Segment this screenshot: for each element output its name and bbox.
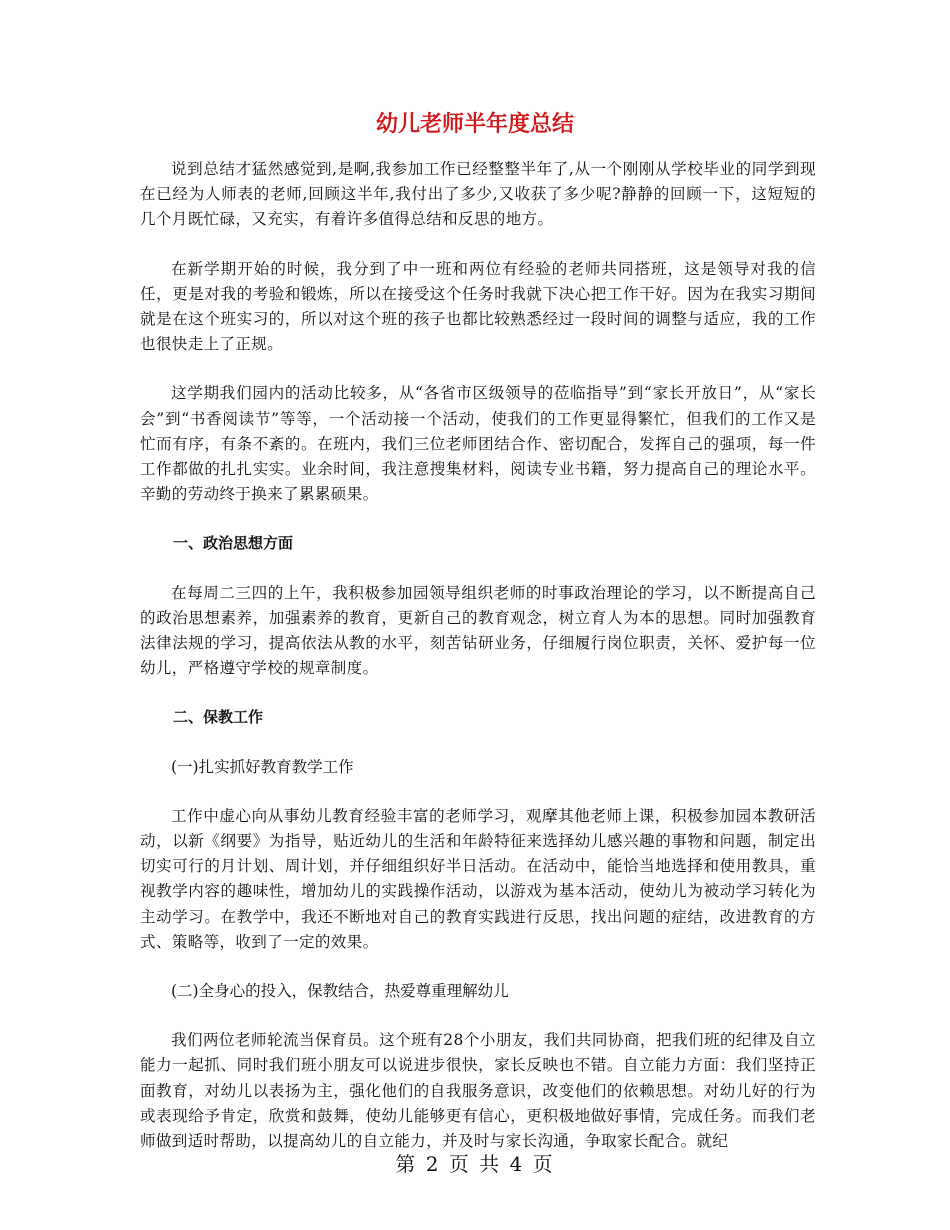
document-body: [140, 157, 816, 1154]
paragraph-gap: [140, 955, 816, 979]
section-heading-political: 一、政治思想方面: [173, 534, 294, 553]
paragraph-political: 在每周二三四的上午，我积极参加园领导组织老师的时事政治理论的学习，以不断提高自己的政治思想素养，加强素养的教育，更新自己的教育观念，树立育人为本的思想。同时加强教育法律法规的学习，提高依法从教的水平，刻苦钻研业务，仔细履行岗位职责，关怀、爱护每一位幼儿，严格遵守学校的规章制度。: [140, 583, 816, 678]
paragraph-activities: 这学期我们园内的活动比较多，从“各省市区级领导的莅临指导”到“家长开放日”，从“家长会”到“书香阅读节”等等，一个活动接一个活动，使我们的工作更显得繁忙，但我们的工作又是忙而有序，有条不紊的。在班内，我们三位老师团结合作、密切配合，发挥自己的强项，每一件工作都做的扎扎实实。业余时间，我注意搜集材料，阅读专业书籍，努力提高自己的理论水平。辛勤的劳动终于换来了累累硕果。: [140, 384, 816, 504]
paragraph-gap: [140, 507, 816, 531]
page-number-footer: 第 2 页 共 4 页: [395, 1152, 555, 1176]
paragraph-gap: [140, 731, 816, 755]
paragraph-teaching-work: 工作中虚心向从事幼儿教育经验丰富的老师学习，观摩其他老师上课，积极参加园本教研活动，以新《纲要》为指导，贴近幼儿的生活和年龄特征来选择幼儿感兴趣的事物和问题，制定出切实可行的月计划、周计划，并仔细组织好半日活动。在活动中，能恰当地选择和使用教具，重视教学内容的趣味性，增加幼儿的实践操作活动，以游戏为基本活动，使幼儿为被动学习转化为主动学习。在教学中，我还不断地对自己的教育实践进行反思，找出问题的症结，改进教育的方式、策略等，收到了一定的效果。: [140, 806, 816, 951]
paragraph-new-semester: 在新学期开始的时候，我分到了中一班和两位有经验的老师共同搭班，这是领导对我的信任，更是对我的考验和锻炼，所以在接受这个任务时我就下决心把工作干好。因为在我实习期间就是在这个班实习的，所以对这个班的孩子也都比较熟悉经过一段时间的调整与适应，我的工作也很快走上了正规。: [140, 259, 816, 354]
paragraph-gap: [140, 1004, 816, 1028]
subheading-care: (二)全身心的投入，保教结合，热爱尊重理解幼儿: [171, 982, 509, 1001]
paragraph-care: 我们两位老师轮流当保育员。这个班有28个小朋友，我们共同协商，把我们班的纪律及自立能力一起抓、同时我们班小朋友可以说进步很快，家长反映也不错。自立能力方面：我们坚持正面教育，对幼儿以表扬为主，强化他们的自我服务意识，改变他们的依赖思想。对幼儿好的行为或表现给予肯定，欣赏和鼓舞，使幼儿能够更有信心，更积极地做好事情，完成任务。而我们老师做到适时帮助，以提高幼儿的自立能力，并及时与家长沟通，争取家长配合。就纪: [140, 1031, 816, 1151]
paragraph-gap: [140, 357, 816, 381]
subheading-teaching-work: (一)扎实抓好教育教学工作: [171, 757, 354, 776]
section-heading-teaching: 二、保教工作: [173, 708, 264, 727]
document-title: 幼儿老师半年度总结: [375, 112, 574, 137]
paragraph-gap: [140, 780, 816, 804]
paragraph-intro: 说到总结才猛然感觉到,是啊,我参加工作已经整整半年了,从一个刚刚从学校毕业的同学到现在已经为人师表的老师,回顾这半年,我付出了多少,又收获了多少呢?静静的回顾一下，这短短的几个月既忙碌，又充实，有着许多值得总结和反思的地方。: [140, 160, 816, 229]
paragraph-gap: [140, 557, 816, 581]
paragraph-gap: [140, 233, 816, 257]
paragraph-gap: [140, 681, 816, 705]
